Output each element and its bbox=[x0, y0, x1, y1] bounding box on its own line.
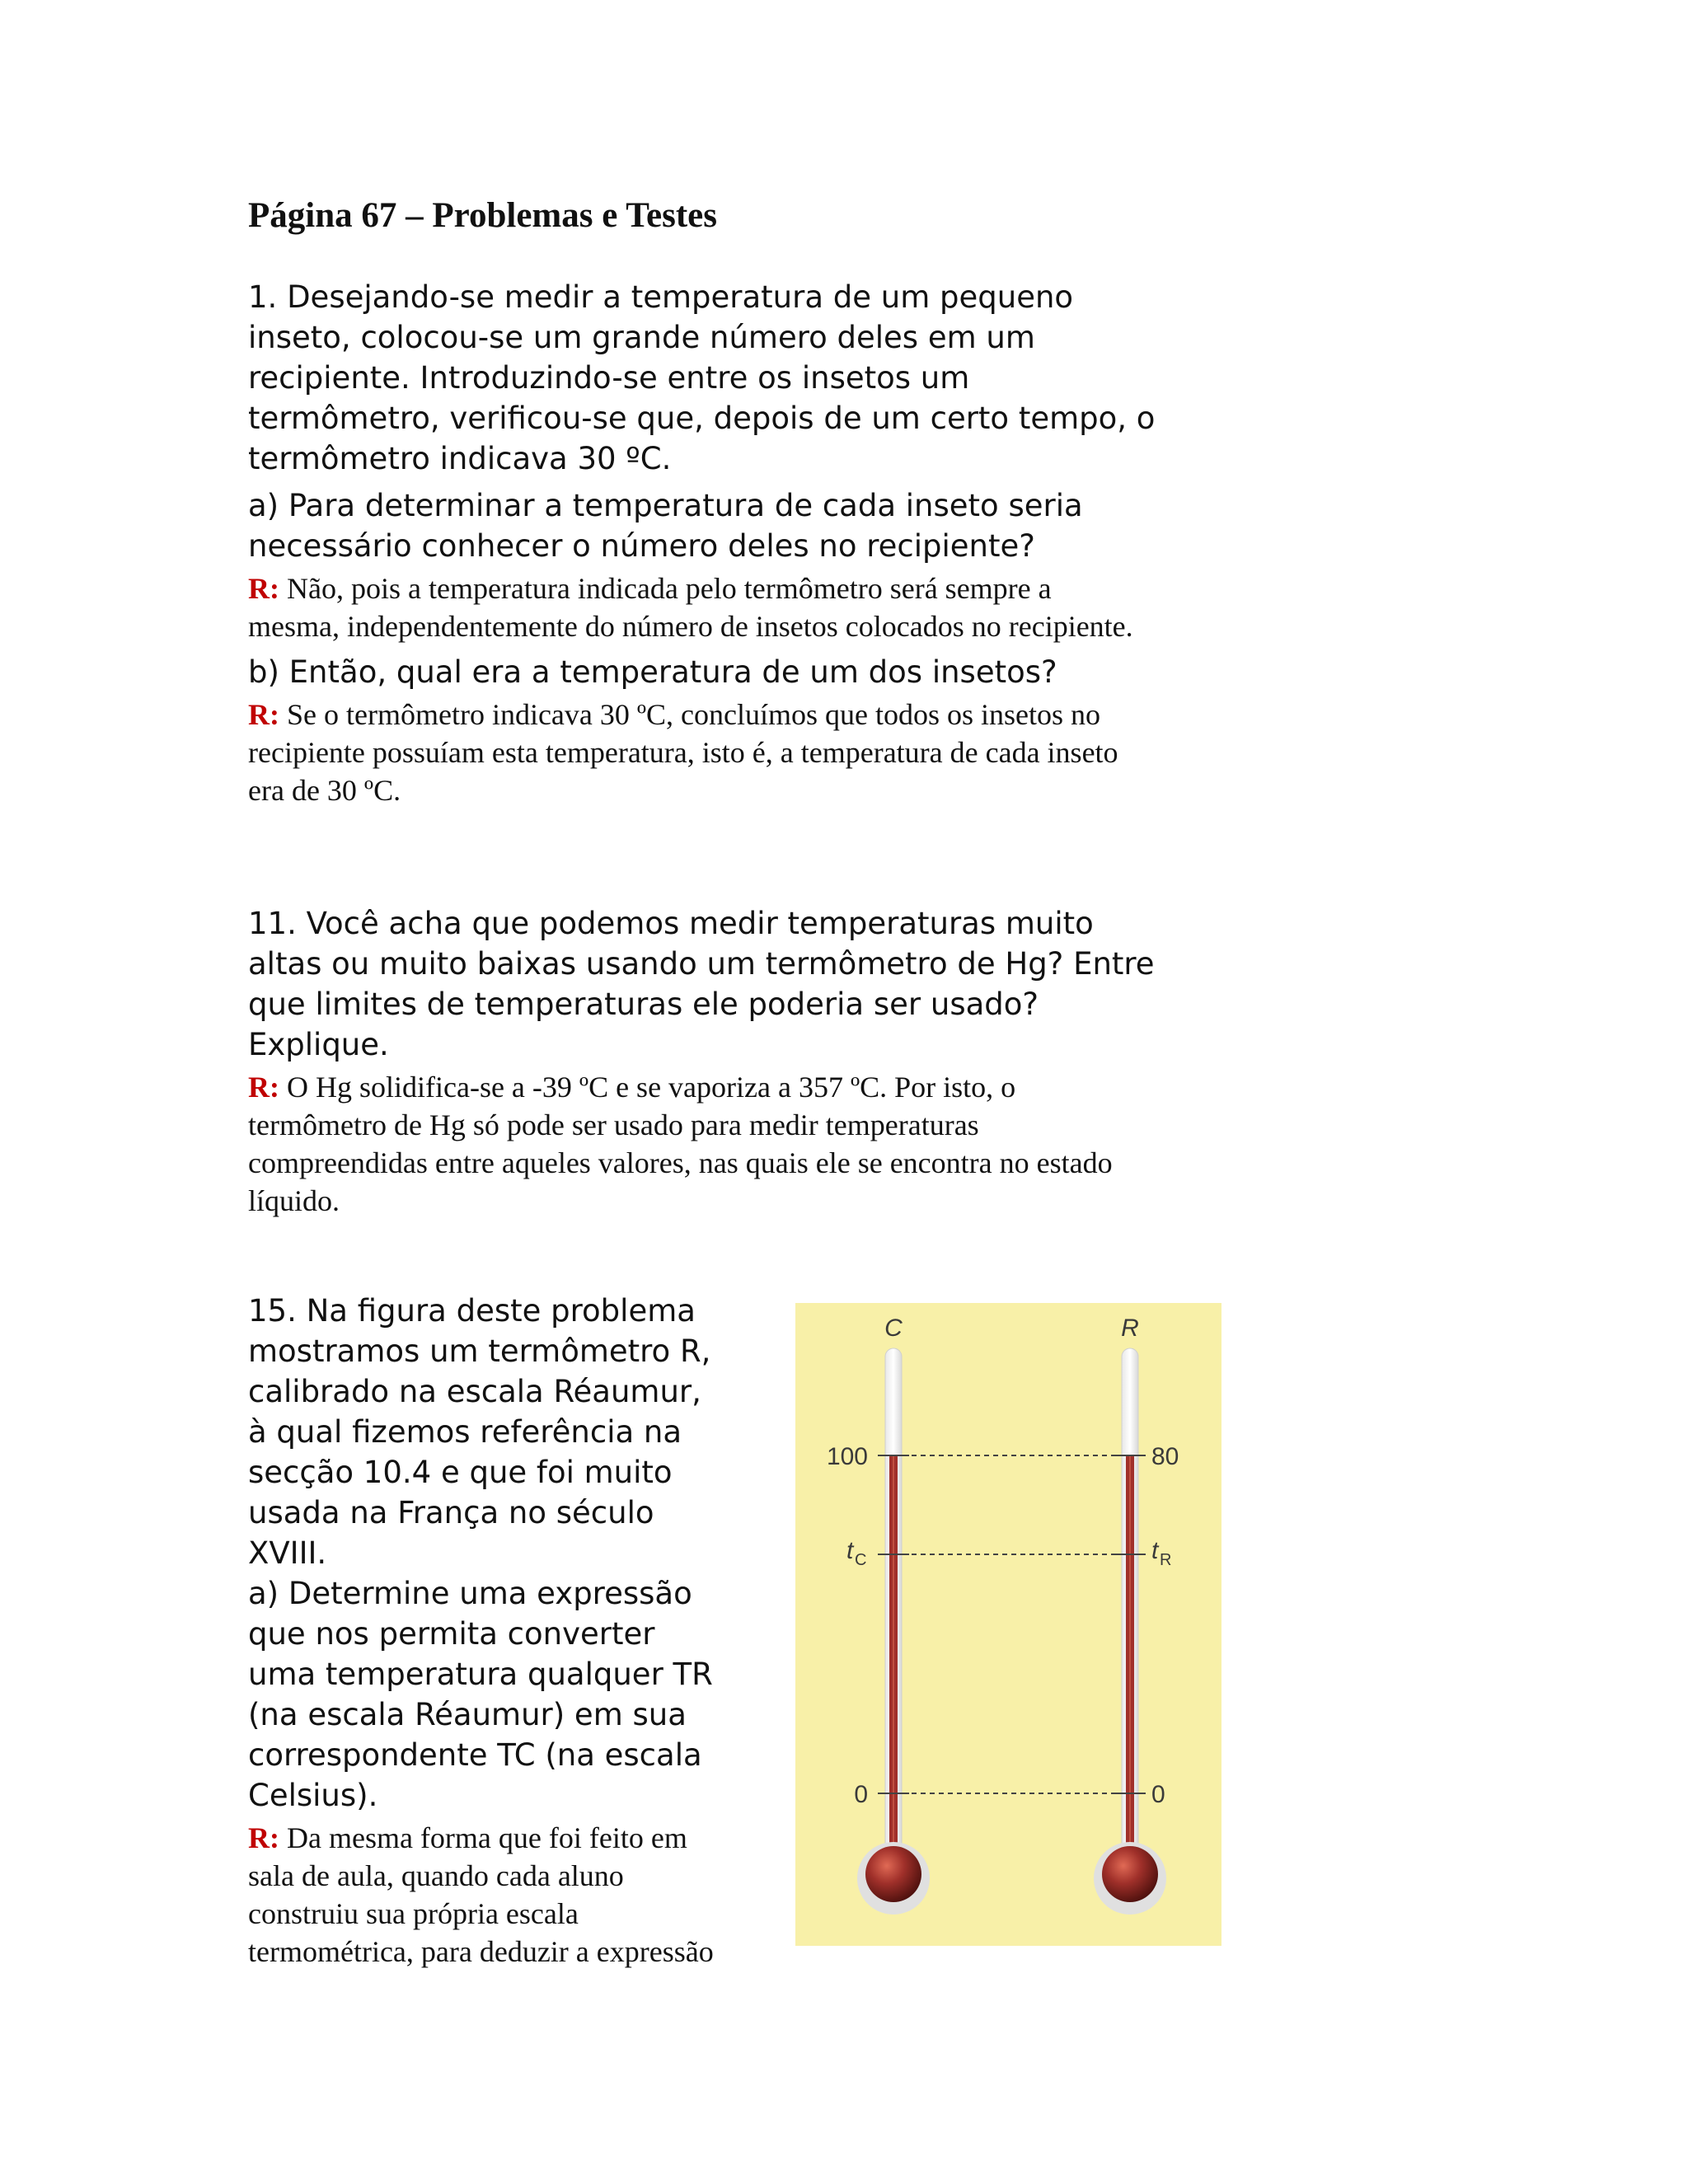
problem-15-answer bbox=[248, 1819, 776, 1971]
problem-1-answer-a bbox=[248, 569, 1254, 645]
answer-text: Da mesma forma que foi feito em sala de aula, quando cada aluno construiu sua própria escala termométrica, para deduzir a expressão bbox=[248, 1821, 714, 1968]
problem-11-answer bbox=[248, 1068, 1254, 1220]
reaumur-thermometer bbox=[1094, 1348, 1166, 1915]
celsius-100-label: 100 bbox=[826, 1443, 868, 1470]
reaumur-80-label: 80 bbox=[1151, 1443, 1179, 1470]
reaumur-tr-label: t bbox=[1151, 1537, 1159, 1564]
problem-15 bbox=[248, 1291, 776, 1971]
answer-label: R: bbox=[248, 1821, 279, 1854]
problem-15-statement: 15. Na figura deste problema mostramos um termômetro R, calibrado na escala Réaumur, à qual fizemos referência na secção 10.4 e que foi muito usada na França no século XVIII. bbox=[248, 1293, 711, 1571]
celsius-thermometer bbox=[857, 1348, 930, 1915]
problem-1-answer-b bbox=[248, 696, 1254, 809]
thermometer-diagram bbox=[795, 1303, 1221, 1946]
problem-1-statement: 1. Desejando-se medir a temperatura de um pequeno inseto, colocou-se um grande número deles em um recipiente. Introduzindo-se entre os insetos um termômetro, verificou-se que, depois de um certo tempo, o termômetro indicava 30 ºC. bbox=[248, 279, 1156, 476]
celsius-tc-label: t bbox=[846, 1537, 854, 1564]
answer-label: R: bbox=[248, 1071, 279, 1104]
answer-text: Se o termômetro indicava 30 ºC, concluímos que todos os insetos no recipiente possuíam esta temperatura, isto é, a temperatura de cada inseto era de 30 ºC. bbox=[248, 698, 1118, 807]
page-title: Página 67 – Problemas e Testes bbox=[248, 196, 717, 235]
celsius-0-label: 0 bbox=[854, 1781, 868, 1808]
answer-text: O Hg solidifica-se a -39 ºC e se vaporiza a 357 ºC. Por isto, o termômetro de Hg só pode ser usado para medir temperaturas compreendidas entre aqueles valores, nas quais ele se encontra no estado líquido. bbox=[248, 1071, 1113, 1217]
celsius-scale-label: C bbox=[884, 1315, 903, 1342]
problem-11-statement: 11. Você acha que podemos medir temperaturas muito altas ou muito baixas usando um termômetro de Hg? Entre que limites de temperaturas ele poderia ser usado? Explique. bbox=[248, 906, 1155, 1062]
answer-label: R: bbox=[248, 698, 279, 731]
problem-1-part-a: a) Para determinar a temperatura de cada inseto seria necessário conhecer o número deles no recipiente? bbox=[248, 488, 1083, 564]
answer-label: R: bbox=[248, 572, 279, 605]
problem-1-part-b: b) Então, qual era a temperatura de um dos insetos? bbox=[248, 654, 1057, 690]
celsius-tc-subscript: C bbox=[855, 1551, 867, 1569]
problem-1 bbox=[248, 277, 1254, 809]
thermometer-figure bbox=[795, 1303, 1221, 1946]
reaumur-0-label: 0 bbox=[1151, 1781, 1165, 1808]
reaumur-tr-subscript: R bbox=[1160, 1551, 1172, 1569]
answer-text: Não, pois a temperatura indicada pelo termômetro será sempre a mesma, independentemente do número de insetos colocados no recipiente. bbox=[248, 572, 1133, 643]
problem-15-part-a: a) Determine uma expressão que nos permita converter uma temperatura qualquer TR (na escala Réaumur) em sua correspondente TC (na escala Celsius). bbox=[248, 1576, 713, 1813]
problem-11 bbox=[248, 903, 1254, 1220]
reaumur-scale-label: R bbox=[1121, 1315, 1139, 1342]
